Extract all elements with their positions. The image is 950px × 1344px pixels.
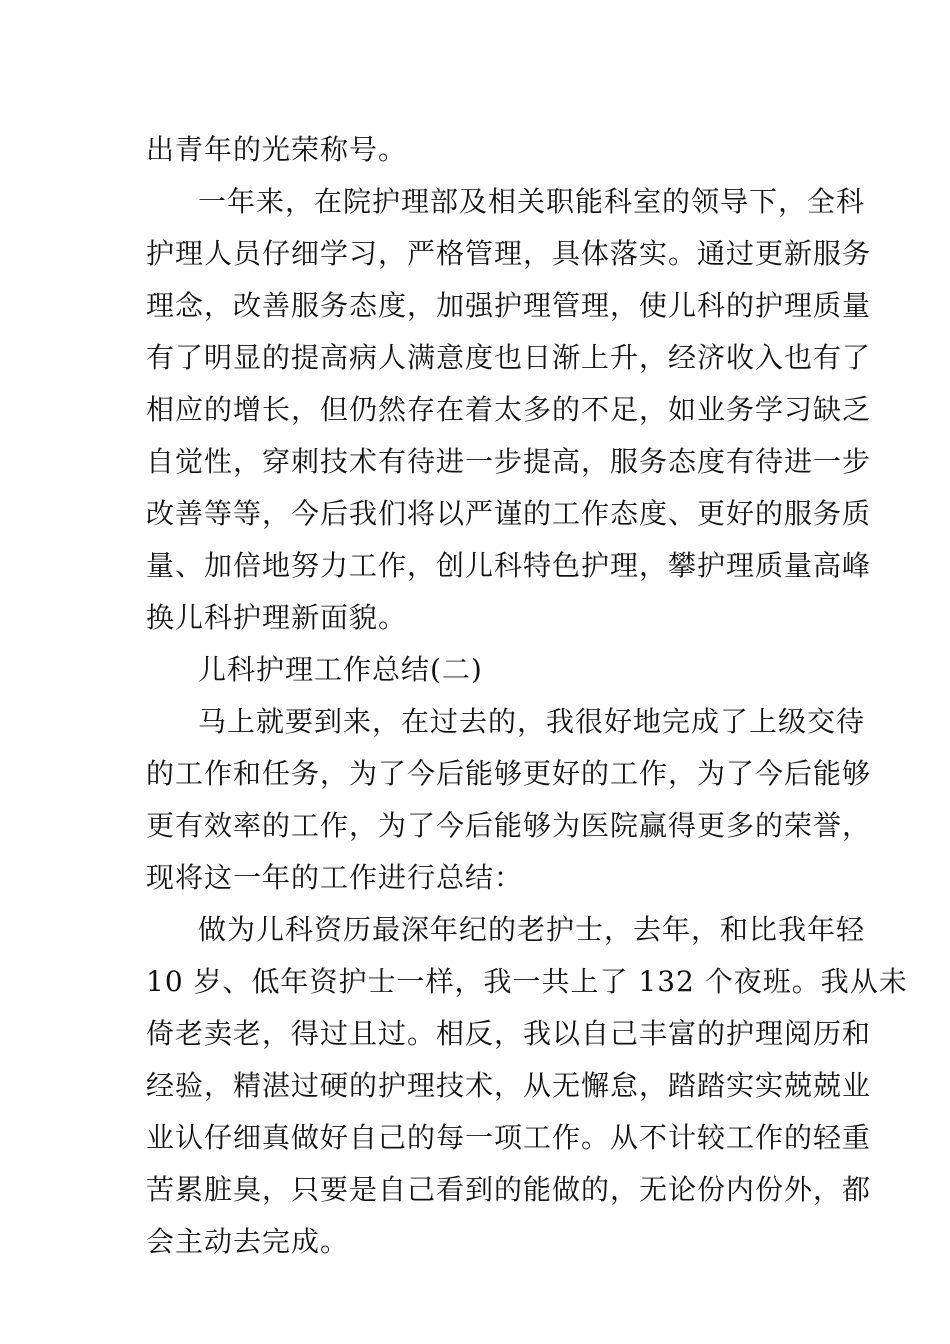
text-line: 经验，精湛过硬的护理技术，从无懈怠，踏踏实实兢兢业: [146, 1069, 872, 1102]
paragraph-start-line: 一年来，在院护理部及相关职能科室的领导下，全科: [198, 185, 866, 218]
text-line: 自觉性，穿刺技术有待进一步提高，服务态度有待进一步: [146, 445, 872, 478]
text-line: 理念，改善服务态度，加强护理管理，使儿科的护理质量: [146, 289, 872, 322]
text-line: 苦累脏臭，只要是自己看到的能做的，无论份内份外，都: [146, 1173, 872, 1206]
text-line: 换儿科护理新面貌。: [146, 601, 408, 634]
text-line: 相应的增长，但仍然存在着太多的不足，如业务学习缺乏: [146, 393, 872, 426]
text-line: 会主动去完成。: [146, 1225, 350, 1258]
text-line: 倚老卖老，得过且过。相反，我以自己丰富的护理阅历和: [146, 1017, 872, 1050]
paragraph-start-line: 做为儿科资历最深年纪的老护士，去年，和比我年轻: [198, 913, 866, 946]
text-line: 业认仔细真做好自己的每一项工作。从不计较工作的轻重: [146, 1121, 872, 1154]
text-line: 护理人员仔细学习，严格管理，具体落实。通过更新服务: [146, 237, 872, 270]
text-line: 量、加倍地努力工作，创儿科特色护理，攀护理质量高峰: [146, 549, 872, 582]
text-line: 改善等等，今后我们将以严谨的工作态度、更好的服务质: [146, 497, 872, 530]
text-line: 出青年的光荣称号。: [146, 133, 408, 166]
text-line: 10 岁、低年资护士一样，我一共上了 132 个夜班。我从未: [146, 965, 908, 998]
text-line: 的工作和任务，为了今后能够更好的工作，为了今后能够: [146, 757, 872, 790]
section-heading: 儿科护理工作总结(二): [198, 653, 483, 686]
text-line: 更有效率的工作，为了今后能够为医院赢得更多的荣誉，: [146, 809, 872, 842]
text-line: 有了明显的提高病人满意度也日渐上升，经济收入也有了: [146, 341, 872, 374]
text-line: 现将这一年的工作进行总结：: [146, 861, 524, 894]
paragraph-start-line: 马上就要到来，在过去的，我很好地完成了上级交待: [198, 705, 866, 738]
